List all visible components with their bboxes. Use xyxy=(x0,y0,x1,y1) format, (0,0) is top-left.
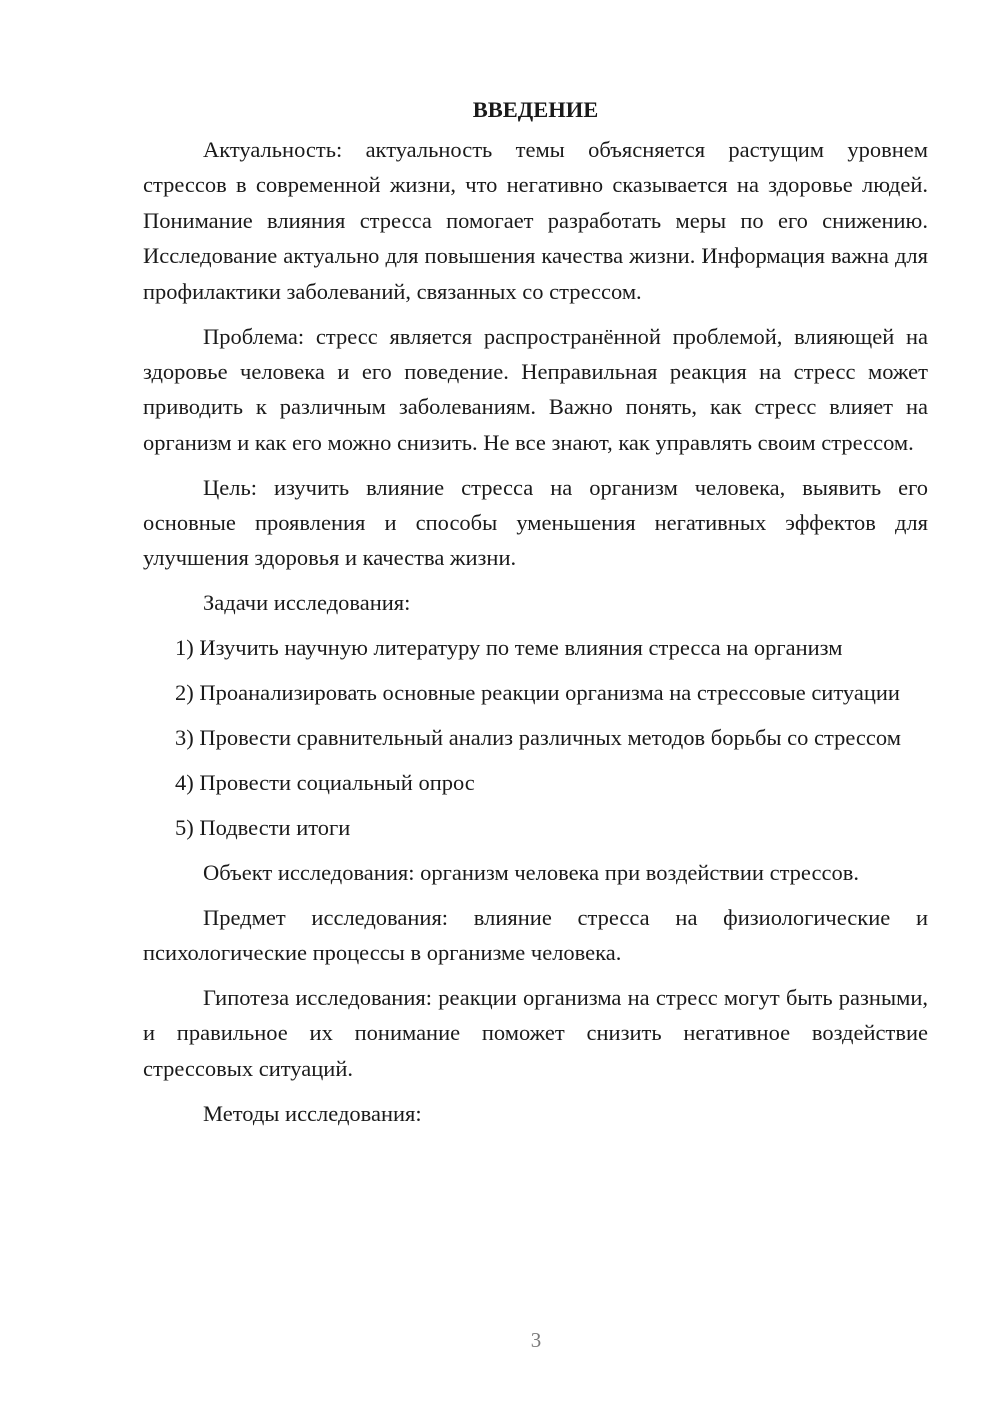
list-item: 2) Проанализировать основные реакции организма на стрессовые ситуации xyxy=(175,680,900,706)
relevance-paragraph: Актуальность: актуальность темы объясняется растущим уровнем стрессов в современной жизни, что негативно сказывается на здоровье людей. Понимание влияния стресса помогает разработать меры по его снижению. Исследование актуально для повышения качества жизни. Информация важна для профилактики заболеваний, связанных со стрессом. xyxy=(143,137,928,304)
hypothesis-paragraph: Гипотеза исследования: реакции организма на стресс могут быть разными, и правильное их понимание поможет снизить негативное воздействие стрессовых ситуаций. xyxy=(143,985,928,1081)
tasks-list xyxy=(143,630,928,845)
page-number: 3 xyxy=(530,1328,542,1352)
list-item: 1) Изучить научную литературу по теме влияния стресса на организм xyxy=(175,635,843,661)
methods-heading: Методы исследования: xyxy=(203,1100,422,1126)
tasks-heading: Задачи исследования: xyxy=(203,590,411,616)
list-item: 4) Провести социальный опрос xyxy=(175,770,475,795)
object-paragraph: Объект исследования: организм человека при воздействии стрессов. xyxy=(203,859,859,885)
subject-paragraph: Предмет исследования: влияние стресса на физиологические и психологические процессы в организме человека. xyxy=(143,904,928,966)
list-item: 3) Провести сравнительный анализ различных методов борьбы со стрессом xyxy=(175,725,901,751)
goal-paragraph: Цель: изучить влияние стресса на организм человека, выявить его основные проявления и способы уменьшения негативных эффектов для улучшения здоровья и качества жизни. xyxy=(143,474,928,571)
page-body xyxy=(143,92,928,1141)
list-item: 5) Подвести итоги xyxy=(175,814,351,840)
page-title: ВВЕДЕНИЕ xyxy=(472,97,599,122)
problem-paragraph: Проблема: стресс является распространённой проблемой, влияющей на здоровье человека и его поведение. Неправильная реакция на стресс может приводить к различным заболеваниям. Важно понять, как стресс влияет на организм и как его можно снизить. Не все знают, как управлять своим стрессом. xyxy=(143,323,928,455)
